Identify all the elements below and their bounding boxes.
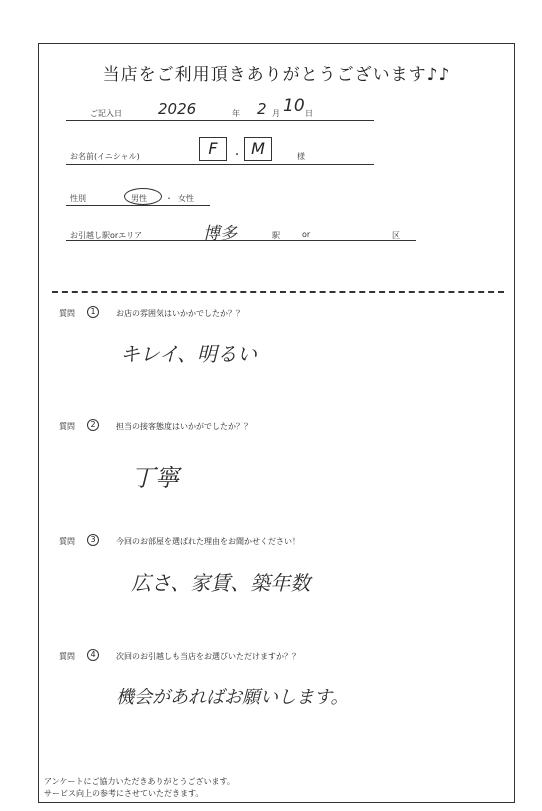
name-label: お名前(イニシャル) — [70, 152, 140, 161]
footer-thanks: アンケートにご協力いただきありがとうございます。 — [44, 777, 235, 786]
initial-box-2: M — [244, 137, 272, 161]
gender-underline — [66, 205, 210, 206]
area-label: お引越し駅orエリア — [70, 231, 143, 240]
ward-unit: 区 — [392, 231, 400, 240]
gender-separator: ・ — [165, 194, 173, 203]
year-unit: 年 — [232, 109, 240, 118]
name-underline — [66, 164, 374, 165]
section-divider — [52, 291, 504, 293]
footer-note: サービス向上の参考にさせていただきます。 — [44, 789, 204, 798]
question-1-answer: キレイ、明るい — [120, 342, 257, 366]
question-2-number: 2 — [87, 419, 99, 431]
day-value: 10 — [283, 96, 305, 116]
question-4-text: 次回のお引越しも当店をお選びいただけますか？？ — [116, 652, 300, 661]
initial-box-1: F — [199, 137, 227, 161]
question-2-answer: 丁寧 — [131, 464, 179, 492]
gender-male: 男性 — [131, 194, 147, 203]
area-value: 博多 — [203, 224, 237, 244]
question-3-number: 3 — [87, 534, 99, 546]
question-2-prefix: 質問 — [59, 422, 75, 431]
gender-label: 性別 — [70, 194, 86, 203]
day-unit: 日 — [305, 109, 313, 118]
year-value: 2026 — [158, 100, 197, 118]
gender-female: 女性 — [178, 194, 194, 203]
question-2-text: 担当の接客態度はいかがでしたか？？ — [116, 422, 252, 431]
question-3-text: 今回のお部屋を選ばれた理由をお聞かせください！ — [116, 537, 300, 546]
area-underline — [66, 240, 416, 241]
question-3-prefix: 質問 — [59, 537, 75, 546]
month-value: 2 — [257, 100, 267, 118]
initial-dot: ・ — [232, 150, 242, 161]
form-title: 当店をご利用頂きありがとうございます♪♪ — [102, 65, 451, 85]
question-4-prefix: 質問 — [59, 652, 75, 661]
date-label: ご記入日 — [90, 109, 122, 118]
question-1-text: お店の雰囲気はいかかでしたか？？ — [116, 309, 244, 318]
date-underline — [66, 120, 374, 121]
question-4-answer: 機会があればお願いします。 — [116, 687, 349, 708]
or-text: or — [302, 230, 311, 239]
station-unit: 駅 — [272, 231, 280, 240]
question-3-answer: 広さ、家賃、築年数 — [131, 571, 311, 595]
name-suffix: 様 — [297, 152, 305, 161]
question-1-prefix: 質問 — [59, 309, 75, 318]
month-unit: 月 — [272, 109, 280, 118]
question-1-number: 1 — [87, 306, 99, 318]
question-4-number: 4 — [87, 649, 99, 661]
